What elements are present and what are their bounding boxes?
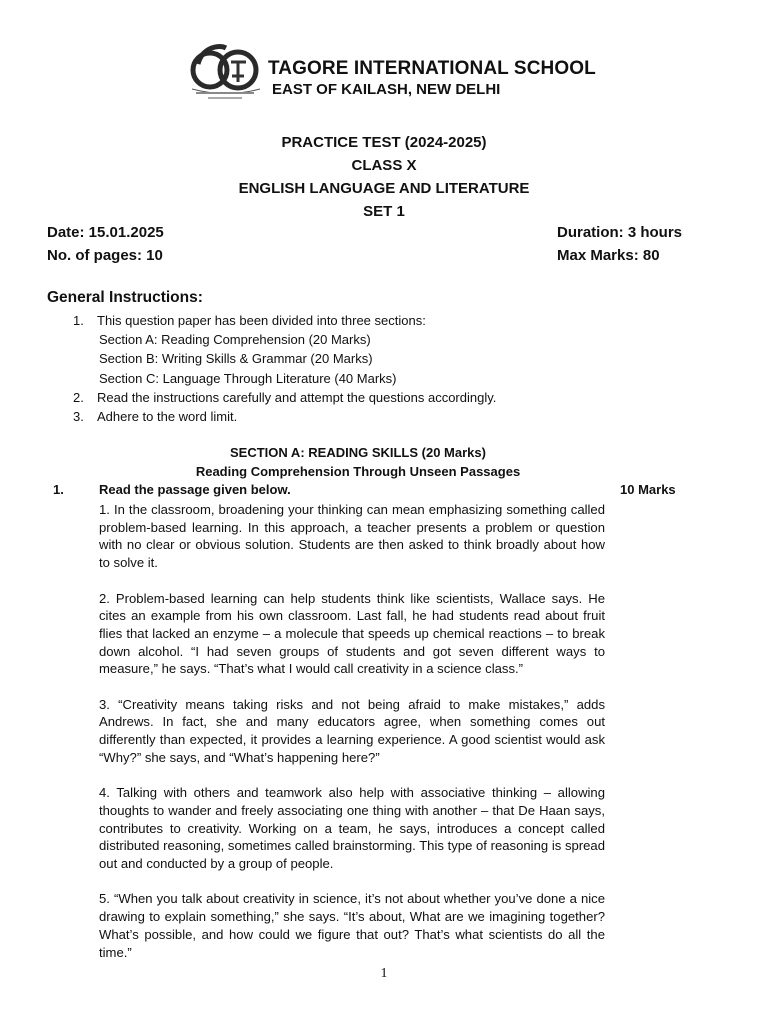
instruction-text: Section B: Writing Skills & Grammar (20 Marks) (99, 351, 373, 366)
instruction-text: Read the instructions carefully and attempt the questions accordingly. (97, 390, 497, 405)
section-a-subtitle: Reading Comprehension Through Unseen Passages (195, 464, 521, 479)
class-title: CLASS X (351, 157, 417, 174)
instruction-text: Section C: Language Through Literature (40 Marks) (99, 371, 397, 386)
school-name: TAGORE INTERNATIONAL SCHOOL (268, 58, 596, 79)
section-a-title: SECTION A: READING SKILLS (20 Marks) (230, 445, 486, 460)
reading-passage (99, 501, 605, 979)
instruction-number: 3. (73, 409, 84, 424)
test-title: PRACTICE TEST (2024-2025) (281, 134, 487, 151)
instruction-text: This question paper has been divided into three sections: (97, 313, 426, 328)
page-count: No. of pages: 10 (47, 247, 163, 264)
passage-paragraph: 1. In the classroom, broadening your thinking can mean emphasizing something called problem-based learning. In this approach, a teacher presents a problem or question with no clear or obvious solution. Students are then asked to think broadly about how to solve it. (99, 502, 605, 571)
school-logo-icon (188, 42, 264, 104)
instruction-text: Section A: Reading Comprehension (20 Marks) (99, 332, 371, 347)
passage-paragraph: 2. Problem-based learning can help students think like scientists, Wallace says. He cites an example from his own classroom. Last fall, he had students read about fruit flies that lacked an enzyme – a molecule that speeds up chemical reactions – to break down alcohol. “I had seven groups of students and got seven different ways to measure,” he says. “That’s what I would call creativity in a science class.” (99, 590, 605, 677)
max-marks: Max Marks: 80 (557, 247, 660, 264)
school-logo (188, 42, 264, 104)
exam-duration: Duration: 3 hours (557, 224, 683, 241)
school-location: EAST OF KAILASH, NEW DELHI (272, 81, 501, 98)
page-number: 1 (380, 966, 388, 981)
subject-title: ENGLISH LANGUAGE AND LITERATURE (238, 180, 530, 197)
instruction-text: Adhere to the word limit. (97, 409, 238, 424)
question-heading: Read the passage given below. (99, 482, 291, 497)
exam-date: Date: 15.01.2025 (47, 224, 164, 241)
question-marks: 10 Marks (620, 482, 676, 497)
set-title: SET 1 (363, 203, 405, 220)
instruction-number: 2. (73, 390, 84, 405)
passage-paragraph: 4. Talking with others and teamwork also help with associative thinking – allowing thoughts to wander and freely associating one thing with another – that De Haan says, contributes to creativity. Working on a team, he says, introduces a concept called distributed reasoning, sometimes called brainstorming. This type of reasoning is spread out and conducted by a group of people. (99, 785, 605, 872)
instructions-title: General Instructions: (47, 289, 203, 306)
passage-paragraph: 3. “Creativity means taking risks and not being afraid to make mistakes,” adds Andrews. In fact, she and many educators agree, when something comes out differently than expected, it provides a learning experience. A good scientist would ask “Why?” she says, and “What’s happening here?” (99, 696, 605, 765)
instruction-number: 1. (73, 313, 84, 328)
passage-paragraph: 5. “When you talk about creativity in science, it’s not about whether you’ve done a nice drawing to explain something,” she says. “It’s about, What are we imagining together? What’s possible, and how could we figure that out? That’s what scientists do all the time.” (99, 891, 605, 960)
question-number: 1. (53, 482, 64, 497)
